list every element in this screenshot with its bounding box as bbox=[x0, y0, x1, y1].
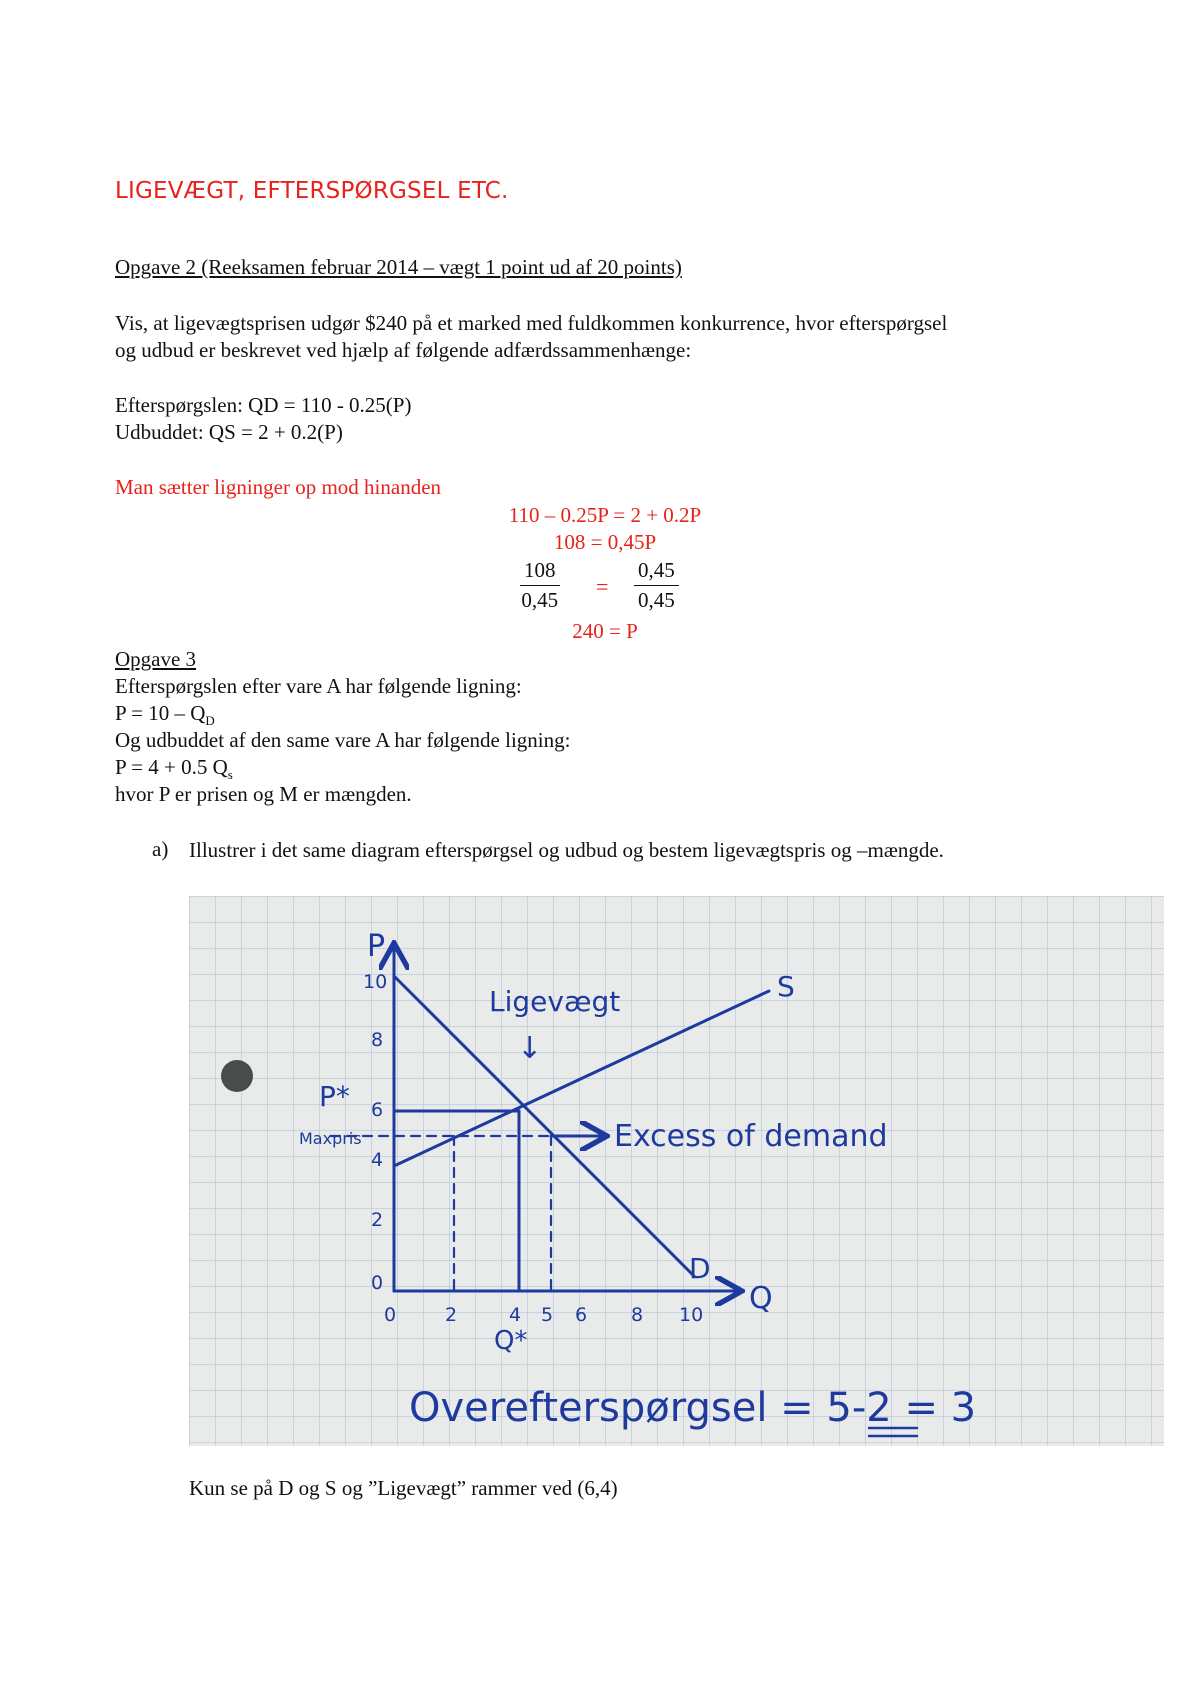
fraction-right-denominator: 0,45 bbox=[638, 588, 675, 612]
x-tick-10: 10 bbox=[679, 1304, 704, 1326]
paper-grid bbox=[189, 896, 1164, 1446]
x-tick-2: 2 bbox=[445, 1304, 458, 1326]
handwritten-diagram-photo bbox=[189, 896, 1164, 1446]
task2-intro-line2: og udbud er beskrevet ved hjælp af følgende adfærdssammenhænge: bbox=[115, 338, 692, 362]
diagram-note: Kun se på D og S og ”Ligevægt” rammer ved (6,4) bbox=[189, 1476, 618, 1500]
fraction-left-denominator: 0,45 bbox=[521, 588, 559, 612]
x-tick-5: 5 bbox=[541, 1304, 554, 1326]
document-heading: LIGEVÆGT, EFTERSPØRGSEL ETC. bbox=[115, 178, 509, 204]
task3-supply-equation-main: P = 4 + 0.5 Q bbox=[115, 755, 228, 779]
y-tick-10: 10 bbox=[363, 971, 388, 993]
task2-intro-line1: Vis, at ligevægtsprisen udgør $240 på et marked med fuldkommen konkurrence, hvor efterspørgsel bbox=[115, 311, 948, 335]
fraction-right-numerator: 0,45 bbox=[634, 558, 679, 586]
demand-label: D bbox=[689, 1252, 711, 1285]
task3-line3: Og udbuddet af den same vare A har følgende ligning: bbox=[115, 728, 571, 752]
excess-of-demand-label: Excess of demand bbox=[614, 1119, 888, 1154]
task2-step2: 108 = 0,45P bbox=[553, 530, 657, 554]
overdemand-calculation: Overefterspørgsel = 5-2 = 3 bbox=[409, 1385, 977, 1431]
fraction-right bbox=[634, 558, 679, 613]
task2-supply-equation: Udbuddet: QS = 2 + 0.2(P) bbox=[115, 420, 343, 444]
handwritten-diagram bbox=[189, 896, 1164, 1446]
task3-demand-subscript: D bbox=[205, 713, 215, 729]
equilibrium-arrow: ↓ bbox=[517, 1031, 543, 1066]
task3-heading: Opgave 3 bbox=[115, 647, 197, 671]
task3-line1: Efterspørgslen efter vare A har følgende ligning: bbox=[115, 674, 522, 698]
p-star-label: P* bbox=[319, 1080, 350, 1113]
axis-label-q: Q bbox=[749, 1281, 773, 1316]
y-tick-2: 2 bbox=[371, 1209, 384, 1231]
task3-demand-equation-main: P = 10 – Q bbox=[115, 701, 206, 725]
q-star-label: Q* bbox=[494, 1326, 528, 1356]
x-tick-8: 8 bbox=[631, 1304, 644, 1326]
task3-item-a: Illustrer i det same diagram efterspørgsel og udbud og bestem ligevægtspris og –mængde. bbox=[189, 838, 944, 862]
y-tick-8: 8 bbox=[371, 1029, 384, 1051]
punch-hole bbox=[221, 1060, 253, 1092]
equilibrium-label: Ligevægt bbox=[489, 985, 621, 1018]
task3-line5: hvor P er prisen og M er mængden. bbox=[115, 782, 412, 806]
fraction-left bbox=[520, 558, 560, 613]
x-tick-0: 0 bbox=[384, 1304, 397, 1326]
task2-solution-intro: Man sætter ligninger op mod hinanden bbox=[115, 475, 442, 499]
task2-demand-equation: Efterspørgslen: QD = 110 - 0.25(P) bbox=[115, 393, 412, 417]
y-tick-6: 6 bbox=[371, 1099, 384, 1121]
axis-label-p: P bbox=[367, 929, 386, 964]
x-tick-4: 4 bbox=[509, 1304, 522, 1326]
list-marker-a: a) bbox=[152, 837, 169, 861]
fraction-equals: = bbox=[596, 574, 609, 599]
task2-step1: 110 – 0.25P = 2 + 0.2P bbox=[508, 503, 702, 527]
task3-supply-subscript: s bbox=[227, 767, 233, 783]
supply-label: S bbox=[777, 970, 795, 1003]
y-tick-0: 0 bbox=[371, 1272, 384, 1294]
max-price-label: Maxpris bbox=[299, 1129, 362, 1148]
task2-result: 240 = P bbox=[572, 619, 638, 643]
task2-heading: Opgave 2 (Reeksamen februar 2014 – vægt 1 point ud af 20 points) bbox=[115, 255, 682, 279]
y-tick-4: 4 bbox=[371, 1149, 384, 1171]
x-tick-6: 6 bbox=[575, 1304, 588, 1326]
fraction-left-numerator: 108 bbox=[520, 558, 560, 586]
